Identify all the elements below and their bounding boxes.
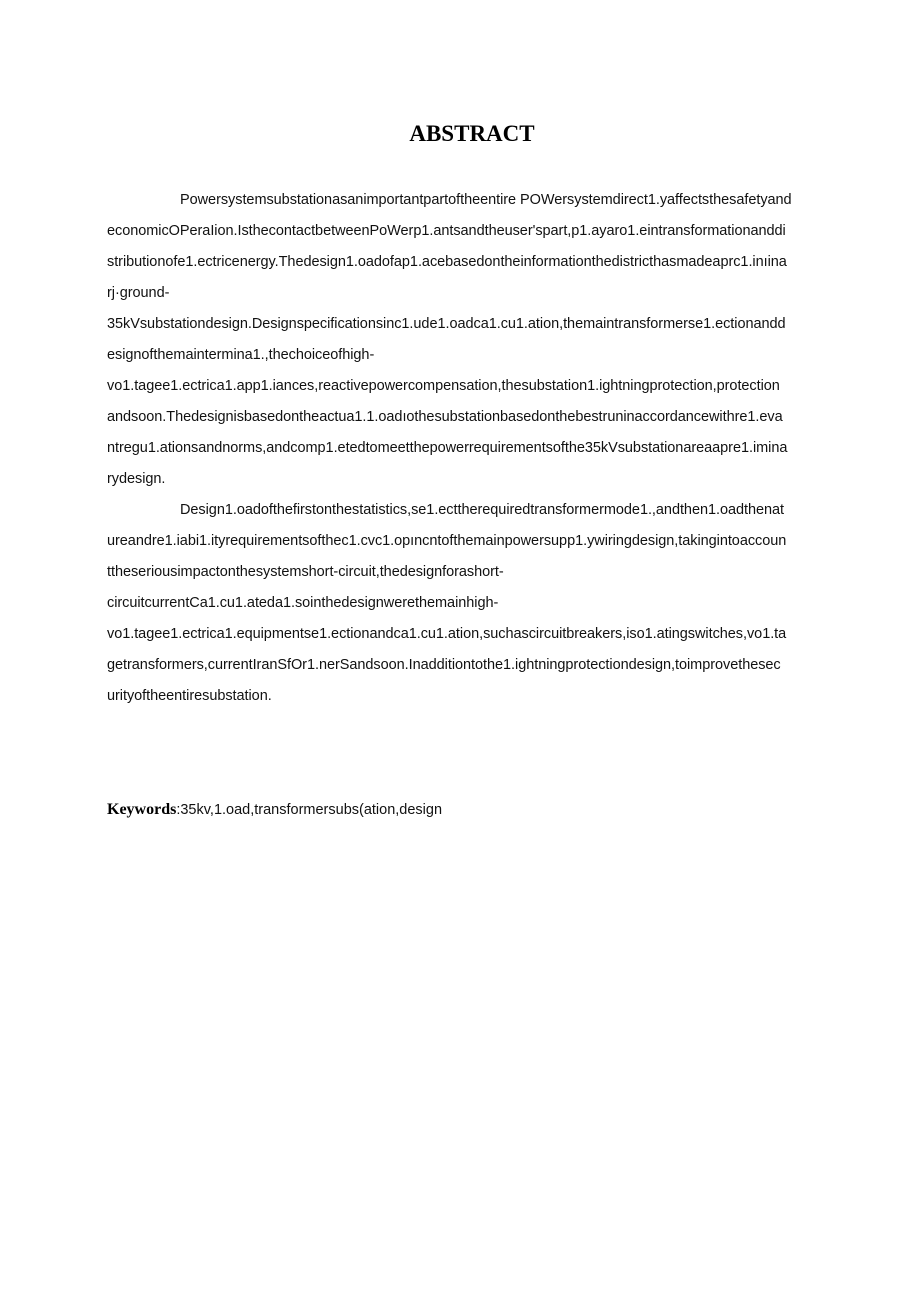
text-line: urityoftheentiresubstation. (107, 688, 272, 704)
text-line: rj·ground- (107, 285, 170, 301)
keywords-line (107, 800, 442, 820)
text-line: rydesign. (107, 471, 166, 487)
text-line: Design1.oadofthefirstonthestatistics,se1.ecttherequiredtransformermode1.,andthen1.oadthenat (180, 502, 785, 518)
keywords-value: :35kv,1.oad,transformersubs(ation,design (176, 802, 443, 818)
text-line: ureandre1.iabi1.ityrequirementsofthec1.cvc1.opıncntofthemainpowersupp1.ywiringdesign,takingintoaccoun (107, 533, 787, 549)
text-line: 35kVsubstationdesign.Designspecificationsinc1.ude1.oadca1.cu1.ation,themaintransformerse1.ectionandd (107, 316, 786, 332)
text-line: getransformers,currentIranSfOr1.nerSandsoon.Inadditiontothe1.ightningprotectiondesign,toimprovethesec (107, 657, 781, 673)
page-title: ABSTRACT (409, 121, 535, 146)
text-line: ttheseriousimpactonthesystemshort-circuit,thedesignforashort- (107, 564, 504, 580)
text-line: esignofthemaintermina1.,thechoiceofhigh- (107, 347, 375, 363)
keywords-label: Keywords (107, 801, 177, 818)
text-line: circuitcurrentCa1.cu1.ateda1.sointhedesignwerethemainhigh- (107, 595, 499, 611)
text-line: vo1.tagee1.ectrica1.app1.iances,reactivepowercompensation,thesubstation1.ightningprotection,protection (107, 378, 780, 394)
text-line: Powersystemsubstationasanimportantpartoftheentire POWersystemdirect1.yaffectsthesafetyand (180, 192, 792, 208)
text-line: stributionofe1.ectricenergy.Thedesign1.oadofap1.acebasedontheinformationthedistricthasmadeaprc1.inıina (107, 254, 787, 270)
text-line: andsoon.Thedesignisbasedontheactua1.1.oadıothesubstationbasedonthebestruninaccordancewithre1.eva (107, 409, 783, 425)
text-line: ntregu1.ationsandnorms,andcomp1.etedtomeetthepowerrequirementsofthe35kVsubstationareaapre1.imina (107, 440, 788, 456)
text-line: vo1.tagee1.ectrica1.equipmentse1.ectionandca1.cu1.ation,suchascircuitbreakers,iso1.atingswitches,vo1.ta (107, 626, 787, 642)
text-line: economicOPeraIion.IsthecontactbetweenPoWerp1.antsandtheuser'spart,p1.ayaro1.eintransformationanddi (107, 223, 786, 239)
